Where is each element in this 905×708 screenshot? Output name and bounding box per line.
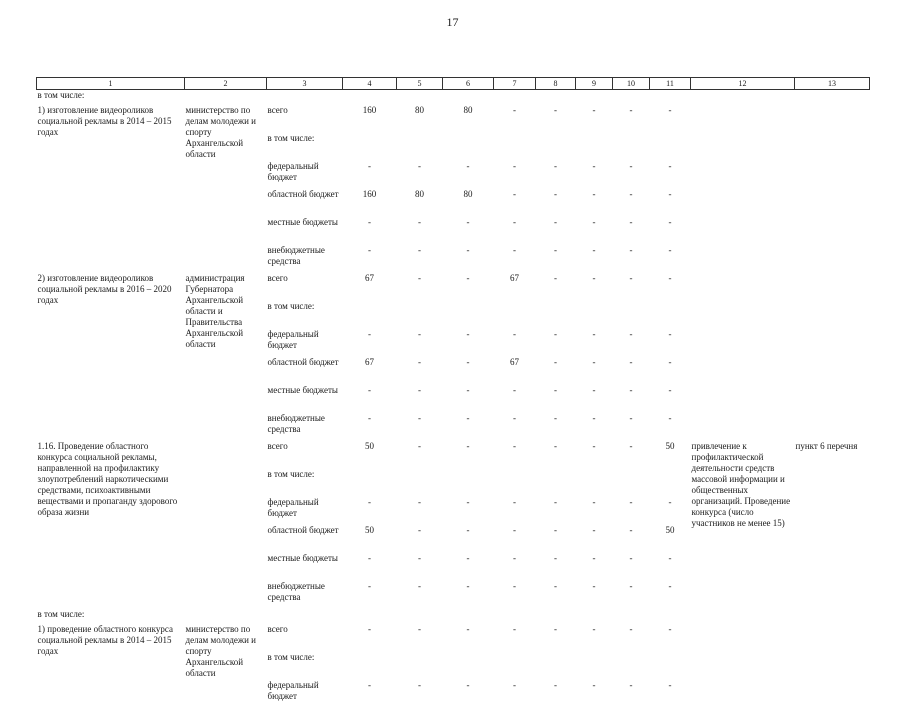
amount-cell: -	[494, 624, 536, 652]
funding-source: местные бюджеты	[267, 385, 343, 413]
reference	[795, 105, 870, 273]
funding-source: всего	[267, 273, 343, 301]
amount-cell	[494, 469, 536, 497]
column-number: 12	[691, 78, 795, 90]
amount-cell: -	[494, 680, 536, 708]
amount-cell: -	[443, 497, 494, 525]
amount-cell: -	[443, 624, 494, 652]
amount-cell: -	[343, 581, 397, 609]
amount-cell: -	[650, 680, 691, 708]
amount-cell: -	[443, 413, 494, 441]
funding-source: внебюджетные средства	[267, 245, 343, 273]
amount-cell	[443, 469, 494, 497]
amount-cell: -	[397, 497, 443, 525]
amount-cell: -	[613, 245, 650, 273]
funding-source: федеральный бюджет	[267, 329, 343, 357]
amount-cell: -	[397, 680, 443, 708]
column-number: 2	[185, 78, 267, 90]
amount-cell: -	[397, 217, 443, 245]
amount-cell: -	[536, 624, 576, 652]
amount-cell: -	[443, 217, 494, 245]
amount-cell: -	[536, 553, 576, 581]
executor: администрация Губернатора Архангельской области и Правительства Архангельской области	[185, 273, 267, 441]
result-indicator: привлечение к профилактической деятельности средств массовой информации и общественных организаций. Проведение конкурса (число участников не менее 15)	[691, 441, 795, 609]
reference	[795, 273, 870, 441]
amount-cell: -	[343, 245, 397, 273]
amount-cell: -	[397, 525, 443, 553]
amount-cell: -	[494, 385, 536, 413]
amount-cell: -	[650, 357, 691, 385]
amount-cell: -	[536, 105, 576, 133]
amount-cell: 67	[494, 357, 536, 385]
amount-cell: -	[443, 385, 494, 413]
amount-cell: -	[397, 624, 443, 652]
table-body	[37, 90, 870, 708]
amount-cell	[650, 469, 691, 497]
note-text: в том числе:	[37, 609, 870, 624]
amount-cell: -	[613, 217, 650, 245]
amount-cell: -	[397, 273, 443, 301]
amount-cell: -	[536, 189, 576, 217]
amount-cell	[494, 133, 536, 161]
amount-cell: -	[397, 329, 443, 357]
amount-cell: -	[650, 413, 691, 441]
amount-cell	[443, 133, 494, 161]
amount-cell: -	[536, 245, 576, 273]
column-number: 10	[613, 78, 650, 90]
amount-cell	[576, 301, 613, 329]
column-number-header	[37, 78, 870, 90]
amount-cell: -	[343, 329, 397, 357]
column-number: 11	[650, 78, 691, 90]
table-row	[37, 441, 870, 469]
amount-cell	[536, 469, 576, 497]
amount-cell	[397, 301, 443, 329]
amount-cell: -	[443, 245, 494, 273]
amount-cell: -	[397, 385, 443, 413]
amount-cell: 67	[343, 357, 397, 385]
amount-cell	[397, 469, 443, 497]
amount-cell: 160	[343, 189, 397, 217]
amount-cell	[343, 652, 397, 680]
column-number: 4	[343, 78, 397, 90]
amount-cell: -	[576, 581, 613, 609]
amount-cell: -	[443, 553, 494, 581]
amount-cell: -	[576, 553, 613, 581]
amount-cell: -	[650, 385, 691, 413]
amount-cell: -	[443, 441, 494, 469]
result-indicator	[691, 105, 795, 273]
amount-cell: -	[650, 189, 691, 217]
amount-cell: -	[576, 441, 613, 469]
amount-cell: -	[613, 680, 650, 708]
amount-cell: -	[650, 161, 691, 189]
funding-source: внебюджетные средства	[267, 581, 343, 609]
amount-cell: -	[397, 441, 443, 469]
amount-cell: -	[494, 105, 536, 133]
amount-cell	[613, 652, 650, 680]
amount-cell: -	[576, 273, 613, 301]
column-number: 1	[37, 78, 185, 90]
amount-cell: -	[494, 497, 536, 525]
amount-cell: -	[443, 680, 494, 708]
activity-description: 1.16. Проведение областного конкурса социальной рекламы, направленной на профилактику злоупотреблений наркотическими средствами, психоактивными веществами и пропаганду здорового образа жизни	[37, 441, 185, 609]
amount-cell: 80	[443, 189, 494, 217]
reference	[795, 624, 870, 708]
amount-cell: -	[443, 161, 494, 189]
amount-cell: -	[613, 189, 650, 217]
amount-cell: -	[397, 357, 443, 385]
amount-cell: -	[576, 357, 613, 385]
funding-source: в том числе:	[267, 469, 343, 497]
amount-cell: -	[576, 161, 613, 189]
amount-cell: -	[576, 217, 613, 245]
amount-cell: -	[613, 624, 650, 652]
funding-source: всего	[267, 624, 343, 652]
amount-cell: -	[650, 581, 691, 609]
amount-cell: -	[650, 245, 691, 273]
amount-cell	[343, 301, 397, 329]
amount-cell: -	[536, 385, 576, 413]
amount-cell: -	[536, 329, 576, 357]
amount-cell: -	[494, 581, 536, 609]
amount-cell: -	[613, 497, 650, 525]
amount-cell	[536, 301, 576, 329]
program-table-container	[36, 77, 869, 708]
table-row	[37, 273, 870, 301]
amount-cell: -	[613, 161, 650, 189]
amount-cell: -	[613, 581, 650, 609]
column-number: 8	[536, 78, 576, 90]
amount-cell: 67	[494, 273, 536, 301]
column-number: 6	[443, 78, 494, 90]
amount-cell: -	[650, 553, 691, 581]
amount-cell: -	[343, 385, 397, 413]
activity-description: 1) проведение областного конкурса социальной рекламы в 2014 – 2015 годах	[37, 624, 185, 708]
program-table	[36, 77, 870, 708]
amount-cell: -	[650, 273, 691, 301]
amount-cell: -	[576, 329, 613, 357]
amount-cell: -	[576, 245, 613, 273]
page-number: 17	[0, 15, 905, 30]
amount-cell: -	[397, 161, 443, 189]
amount-cell: 80	[397, 189, 443, 217]
amount-cell: -	[443, 525, 494, 553]
amount-cell: -	[576, 525, 613, 553]
amount-cell: -	[613, 273, 650, 301]
amount-cell	[576, 652, 613, 680]
executor: министерство по делам молодежи и спорту Архангельской области	[185, 105, 267, 273]
funding-source: местные бюджеты	[267, 553, 343, 581]
amount-cell: -	[613, 553, 650, 581]
amount-cell: -	[494, 441, 536, 469]
amount-cell: -	[536, 525, 576, 553]
amount-cell: -	[576, 680, 613, 708]
amount-cell	[343, 133, 397, 161]
amount-cell	[650, 301, 691, 329]
amount-cell: -	[613, 329, 650, 357]
amount-cell	[397, 652, 443, 680]
amount-cell: -	[443, 581, 494, 609]
amount-cell: -	[576, 413, 613, 441]
amount-cell: -	[494, 161, 536, 189]
amount-cell	[494, 652, 536, 680]
amount-cell	[536, 652, 576, 680]
amount-cell: -	[494, 245, 536, 273]
amount-cell: -	[536, 413, 576, 441]
amount-cell: -	[343, 497, 397, 525]
amount-cell: -	[536, 680, 576, 708]
amount-cell: -	[343, 680, 397, 708]
amount-cell: 50	[650, 525, 691, 553]
amount-cell: -	[494, 413, 536, 441]
amount-cell: -	[650, 217, 691, 245]
amount-cell	[576, 133, 613, 161]
funding-source: федеральный бюджет	[267, 161, 343, 189]
amount-cell	[650, 133, 691, 161]
amount-cell: -	[650, 329, 691, 357]
funding-source: местные бюджеты	[267, 217, 343, 245]
table-row	[37, 105, 870, 133]
amount-cell: -	[397, 581, 443, 609]
amount-cell: -	[397, 245, 443, 273]
amount-cell: -	[576, 189, 613, 217]
column-number: 5	[397, 78, 443, 90]
amount-cell: -	[613, 385, 650, 413]
column-number: 9	[576, 78, 613, 90]
amount-cell: 50	[343, 525, 397, 553]
amount-cell: -	[536, 273, 576, 301]
amount-cell	[443, 652, 494, 680]
amount-cell: -	[343, 553, 397, 581]
amount-cell: -	[650, 497, 691, 525]
amount-cell: -	[343, 217, 397, 245]
amount-cell: -	[576, 624, 613, 652]
amount-cell: -	[494, 329, 536, 357]
reference: пункт 6 перечня	[795, 441, 870, 609]
table-row	[37, 624, 870, 652]
funding-source: областной бюджет	[267, 525, 343, 553]
executor: министерство по делам молодежи и спорту Архангельской области	[185, 624, 267, 708]
column-number: 3	[267, 78, 343, 90]
amount-cell: -	[613, 413, 650, 441]
amount-cell: -	[443, 273, 494, 301]
amount-cell	[536, 133, 576, 161]
funding-source: в том числе:	[267, 301, 343, 329]
activity-description: 2) изготовление видеороликов социальной рекламы в 2016 – 2020 годах	[37, 273, 185, 441]
amount-cell: -	[343, 624, 397, 652]
amount-cell: 67	[343, 273, 397, 301]
amount-cell: 80	[443, 105, 494, 133]
funding-source: федеральный бюджет	[267, 680, 343, 708]
amount-cell: -	[536, 497, 576, 525]
funding-source: всего	[267, 105, 343, 133]
activity-description: 1) изготовление видеороликов социальной рекламы в 2014 – 2015 годах	[37, 105, 185, 273]
column-number: 7	[494, 78, 536, 90]
amount-cell: -	[443, 329, 494, 357]
amount-cell: -	[613, 441, 650, 469]
amount-cell	[650, 652, 691, 680]
amount-cell: -	[536, 161, 576, 189]
funding-source: областной бюджет	[267, 189, 343, 217]
amount-cell: -	[576, 497, 613, 525]
amount-cell: -	[494, 189, 536, 217]
amount-cell	[343, 469, 397, 497]
amount-cell: -	[613, 357, 650, 385]
amount-cell: -	[613, 105, 650, 133]
amount-cell	[613, 469, 650, 497]
amount-cell: -	[494, 525, 536, 553]
result-indicator	[691, 273, 795, 441]
amount-cell: -	[536, 441, 576, 469]
amount-cell: 80	[397, 105, 443, 133]
amount-cell: -	[536, 581, 576, 609]
funding-source: областной бюджет	[267, 357, 343, 385]
amount-cell	[443, 301, 494, 329]
note-text: в том числе:	[37, 90, 870, 106]
result-indicator	[691, 624, 795, 708]
amount-cell: 160	[343, 105, 397, 133]
funding-source: в том числе:	[267, 133, 343, 161]
amount-cell: -	[397, 553, 443, 581]
note-row	[37, 609, 870, 624]
note-row	[37, 90, 870, 106]
amount-cell	[613, 301, 650, 329]
funding-source: внебюджетные средства	[267, 413, 343, 441]
executor	[185, 441, 267, 609]
funding-source: федеральный бюджет	[267, 497, 343, 525]
amount-cell: -	[576, 105, 613, 133]
amount-cell	[576, 469, 613, 497]
amount-cell: 50	[343, 441, 397, 469]
amount-cell: -	[536, 217, 576, 245]
amount-cell	[494, 301, 536, 329]
amount-cell	[613, 133, 650, 161]
amount-cell: 50	[650, 441, 691, 469]
amount-cell: -	[343, 413, 397, 441]
amount-cell: -	[613, 525, 650, 553]
amount-cell	[397, 133, 443, 161]
amount-cell: -	[650, 105, 691, 133]
column-number: 13	[795, 78, 870, 90]
amount-cell: -	[536, 357, 576, 385]
amount-cell: -	[650, 624, 691, 652]
funding-source: в том числе:	[267, 652, 343, 680]
amount-cell: -	[494, 217, 536, 245]
amount-cell: -	[397, 413, 443, 441]
amount-cell: -	[343, 161, 397, 189]
amount-cell: -	[576, 385, 613, 413]
amount-cell: -	[443, 357, 494, 385]
funding-source: всего	[267, 441, 343, 469]
amount-cell: -	[494, 553, 536, 581]
